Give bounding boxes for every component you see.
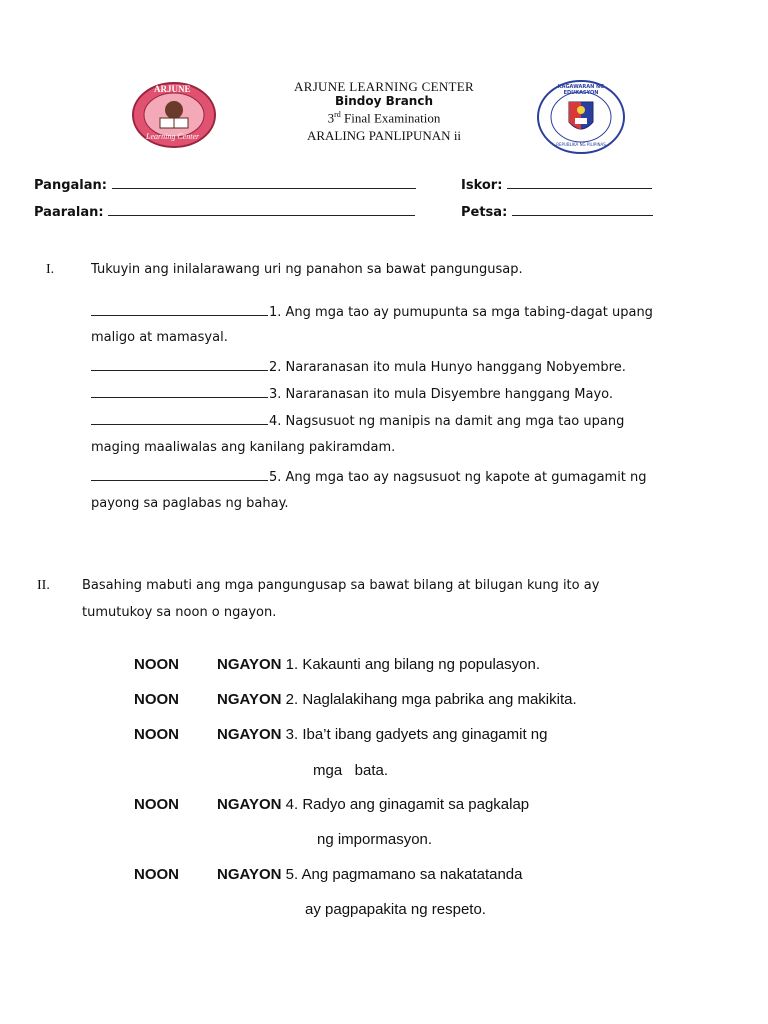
item-text: 5. Ang mga tao ay nagsusuot ng kapote at gumagamit ng [269, 470, 647, 485]
date-field[interactable] [461, 203, 653, 220]
exam-ordinal-number: 3 [327, 110, 335, 126]
section1-item-2 [91, 358, 626, 375]
school-name: ARJUNE LEARNING CENTER [294, 79, 474, 94]
section2-item-3 [217, 726, 548, 743]
item-text: 2. Naglalakihang mga pabrika ang makikita. [285, 691, 577, 708]
logo-bottom-text: Learning Center [146, 132, 200, 141]
subject-title: ARALING PANLIPUNAN ii [306, 128, 462, 143]
choice-ngayon-2[interactable]: NGAYON [217, 691, 282, 708]
choice-ngayon-4[interactable]: NGAYON [217, 796, 282, 813]
section1-item-1-continuation: maligo at mamasyal. [91, 330, 228, 345]
name-blank[interactable] [112, 176, 416, 189]
logo-top-text: ARJUNE [154, 84, 191, 94]
item-text: 1. Kakaunti ang bilang ng populasyon. [285, 656, 541, 673]
item-text: 5. Ang pagmamano sa nakatatanda [285, 866, 523, 883]
answer-blank[interactable] [91, 385, 268, 398]
score-blank[interactable] [507, 176, 652, 189]
score-field[interactable] [461, 176, 652, 193]
section2-item-4-continuation: ng impormasyon. [317, 831, 433, 848]
section2-item-1 [217, 656, 540, 673]
section2-instruction-line2: tumutukoy sa noon o ngayon. [82, 605, 277, 620]
choice-ngayon-1[interactable]: NGAYON [217, 656, 282, 673]
name-field[interactable] [34, 176, 416, 193]
item-text: 1. Ang mga tao ay pumupunta sa mga tabing-dagat upang [269, 305, 653, 320]
item-text: 4. Radyo ang ginagamit sa pagkalap [285, 796, 530, 813]
answer-blank[interactable] [91, 303, 268, 316]
item-text: 3. Nararanasan ito mula Disyembre hanggang Mayo. [269, 387, 614, 402]
choice-noon-2[interactable]: NOON [134, 691, 179, 708]
item-text: 2. Nararanasan ito mula Hunyo hanggang Nobyembre. [269, 360, 626, 375]
exam-title-text: Final Examination [340, 110, 441, 126]
score-label: Iskor: [461, 178, 503, 193]
answer-blank[interactable] [91, 358, 268, 371]
date-blank[interactable] [512, 203, 653, 216]
choice-noon-3[interactable]: NOON [134, 726, 179, 743]
section1-item-4 [91, 412, 624, 429]
choice-ngayon-5[interactable]: NGAYON [217, 866, 282, 883]
section1-numeral: I. [46, 262, 55, 277]
name-label: Pangalan: [34, 178, 107, 193]
item-text: 3. Iba’t ibang gadyets ang ginagamit ng [285, 726, 548, 743]
section1-item-5-continuation: payong sa paglabas ng bahay. [91, 496, 289, 511]
school-label: Paaralan: [34, 205, 104, 220]
answer-blank[interactable] [91, 412, 268, 425]
section2-item-5 [217, 866, 522, 883]
branch-name: Bindoy Branch [335, 94, 433, 108]
section2-item-5-continuation: ay pagpapakita ng respeto. [305, 901, 486, 918]
exam-ordinal-suffix: rd [334, 110, 341, 119]
section2-numeral: II. [37, 578, 50, 593]
section1-item-5 [91, 468, 647, 485]
section2-item-2 [217, 691, 577, 708]
exam-title [0, 110, 768, 126]
choice-noon-1[interactable]: NOON [134, 656, 179, 673]
seal-bottom-text: REPUBLIKA NG PILIPINAS [556, 142, 606, 147]
school-blank[interactable] [108, 203, 415, 216]
choice-noon-4[interactable]: NOON [134, 796, 179, 813]
school-field[interactable] [34, 203, 415, 220]
section2-item-3-continuation: mga bata. [313, 762, 389, 779]
section1-item-4-continuation: maging maaliwalas ang kanilang pakiramdam. [91, 440, 396, 455]
section2-item-4 [217, 796, 529, 813]
date-label: Petsa: [461, 205, 508, 220]
answer-blank[interactable] [91, 468, 268, 481]
choice-noon-5[interactable]: NOON [134, 866, 179, 883]
choice-ngayon-3[interactable]: NGAYON [217, 726, 282, 743]
section1-item-3 [91, 385, 613, 402]
item-text: 4. Nagsusuot ng manipis na damit ang mga tao upang [269, 414, 625, 429]
section2-instruction-line1: Basahing mabuti ang mga pangungusap sa bawat bilang at bilugan kung ito ay [82, 578, 600, 593]
section1-instruction: Tukuyin ang inilalarawang uri ng panahon sa bawat pangungusap. [91, 262, 523, 277]
seal-top-text: KAGAWARAN NG EDUKASYON [557, 84, 605, 96]
section1-item-1 [91, 303, 653, 320]
